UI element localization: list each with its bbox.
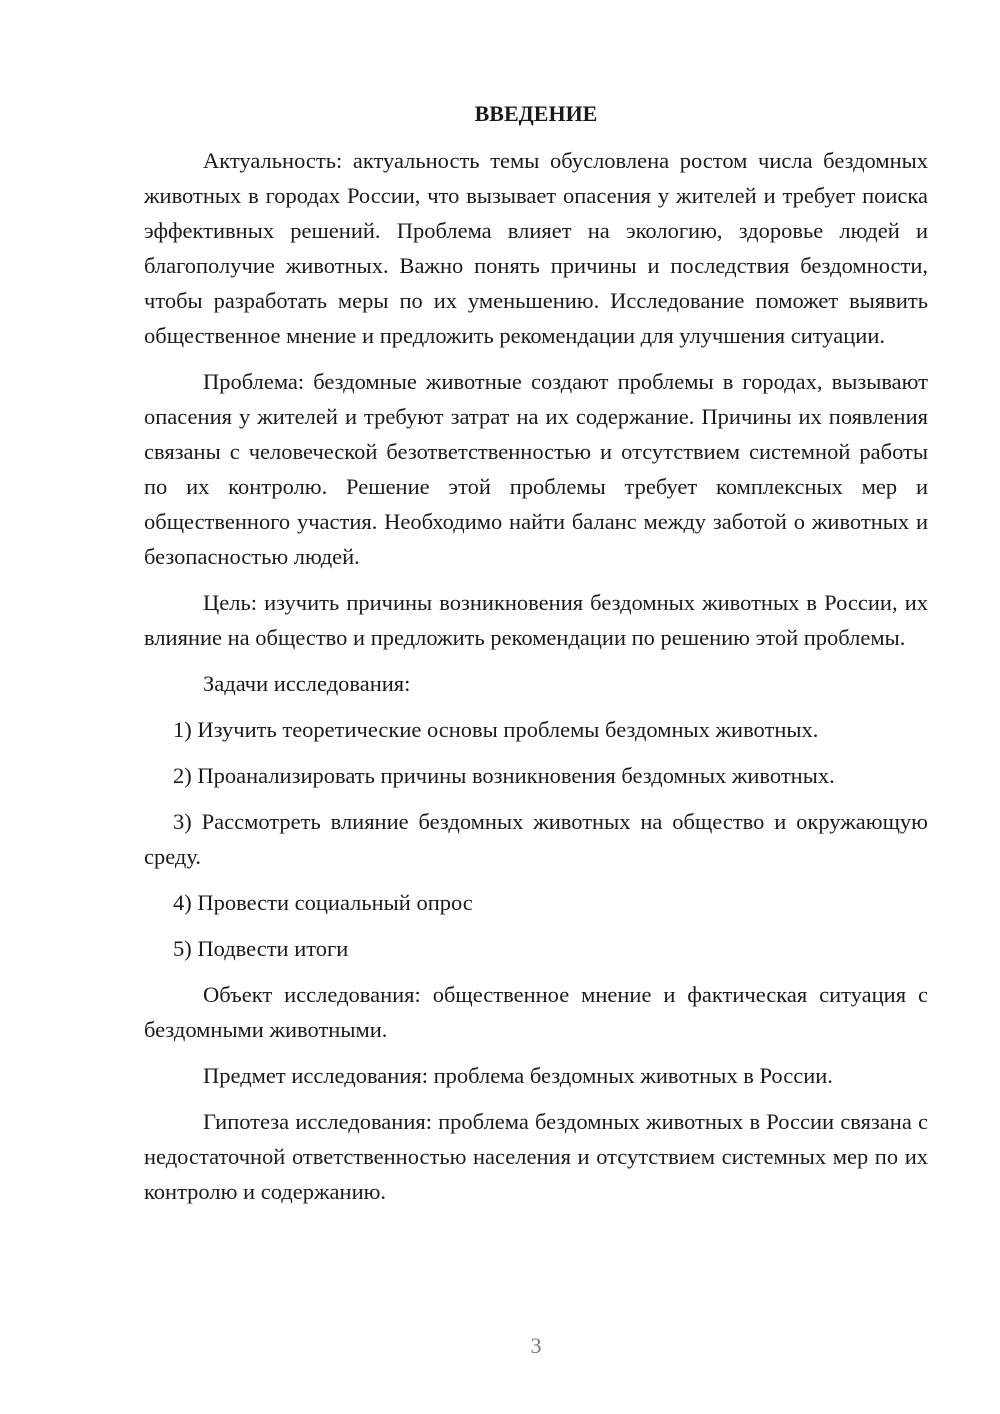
goal-paragraph: Цель: изучить причины возникновения бездомных животных в России, их влияние на общество и предложить рекомендации по решению этой проблемы. (144, 590, 928, 650)
subject-paragraph: Предмет исследования: проблема бездомных животных в России. (203, 1063, 833, 1088)
page-number: 3 (530, 1333, 542, 1358)
task-item: 4) Провести социальный опрос (173, 890, 473, 915)
page-title: ВВЕДЕНИЕ (474, 101, 598, 126)
relevance-paragraph: Актуальность: актуальность темы обусловлена ростом числа бездомных животных в городах России, что вызывает опасения у жителей и требует поиска эффективных решений. Проблема влияет на экологию, здоровье людей и благополучие животных. Важно понять причины и последствия бездомности, чтобы разработать меры по их уменьшению. Исследование поможет выявить общественное мнение и предложить рекомендации для улучшения ситуации. (144, 148, 928, 348)
hypothesis-paragraph: Гипотеза исследования: проблема бездомных животных в России связана с недостаточной ответственностью населения и отсутствием системных мер по их контролю и содержанию. (144, 1109, 928, 1204)
tasks-list (144, 712, 928, 966)
task-item: 3) Рассмотреть влияние бездомных животных на общество и окружающую среду. (144, 809, 928, 869)
task-item: 1) Изучить теоретические основы проблемы бездомных животных. (173, 717, 819, 742)
tasks-title: Задачи исследования: (203, 671, 411, 696)
task-item: 2) Проанализировать причины возникновения бездомных животных. (173, 763, 835, 788)
task-item: 5) Подвести итоги (173, 936, 349, 961)
document-body (144, 96, 928, 1220)
problem-paragraph: Проблема: бездомные животные создают проблемы в городах, вызывают опасения у жителей и требуют затрат на их содержание. Причины их появления связаны с человеческой безответственностью и отсутствием системной работы по их контролю. Решение этой проблемы требует комплексных мер и общественного участия. Необходимо найти баланс между заботой о животных и безопасностью людей. (144, 369, 928, 569)
object-paragraph: Объект исследования: общественное мнение и фактическая ситуация с бездомными животными. (144, 982, 928, 1042)
